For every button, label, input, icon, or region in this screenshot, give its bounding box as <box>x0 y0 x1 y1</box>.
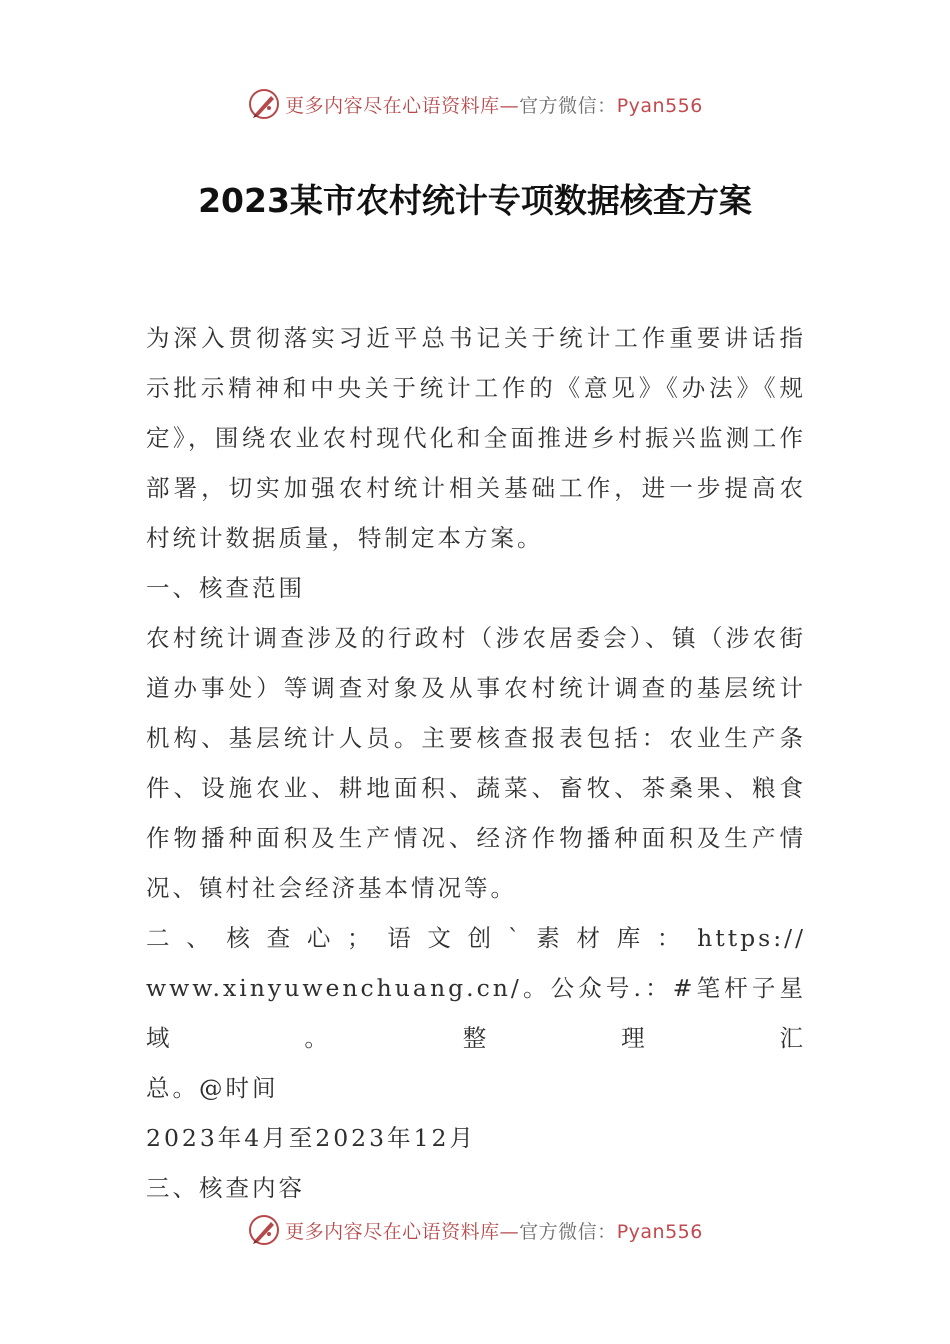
section3-heading: 三、核查内容 <box>146 1174 305 1202</box>
section1-paragraph: 农村统计调查涉及的行政村（涉农居委会）、镇（涉农街道办事处）等调查对象及从事农村统计调查的基层统计机构、基层统计人员。主要核查报表包括：农业生产条件、设施农业、耕地面积、蔬菜、畜牧、茶桑果、粮食作物播种面积及生产情况、经济作物播种面积及生产情况、镇村社会经济基本情况等。 <box>146 624 806 902</box>
intro-paragraph: 为深入贯彻落实习近平总书记关于统计工作重要讲话指示批示精神和中央关于统计工作的《意见》《办法》《规定》，围绕农业农村现代化和全面推进乡村振兴监测工作部署，切实加强农村统计相关基础工作，进一步提高农村统计数据质量，特制定本方案。 <box>146 324 806 552</box>
document-title: 2023某市农村统计专项数据核查方案 <box>198 181 752 220</box>
banner-prefix: 更多内容尽在心语资料库 <box>285 94 500 117</box>
pen-logo-icon <box>247 87 281 121</box>
banner-dash: — <box>499 1220 520 1243</box>
footer-banner <box>0 1210 950 1250</box>
banner-official: 官方微信： <box>519 1220 617 1243</box>
section2-time: 2023年4月至2023年12月 <box>146 1124 476 1152</box>
header-banner <box>0 84 950 124</box>
banner-official: 官方微信： <box>519 94 617 117</box>
section2-line2: www.xinyuwenchuang.cn/。公众号.：#笔杆子星域。整理汇 <box>146 974 806 1052</box>
section2-line3: 总。@时间 <box>146 1074 279 1102</box>
section2-line1: 二、核查心；语文创`素材库：https:// <box>146 924 806 952</box>
banner-text <box>285 1217 703 1244</box>
banner-dash: — <box>499 94 520 117</box>
banner-id: Pyan556 <box>616 94 703 117</box>
banner-id: Pyan556 <box>616 1220 703 1243</box>
banner-text <box>285 91 703 118</box>
document-body <box>146 313 806 1213</box>
section1-heading: 一、核查范围 <box>146 574 305 602</box>
banner-prefix: 更多内容尽在心语资料库 <box>285 1220 500 1243</box>
pen-logo-icon <box>247 1213 281 1247</box>
